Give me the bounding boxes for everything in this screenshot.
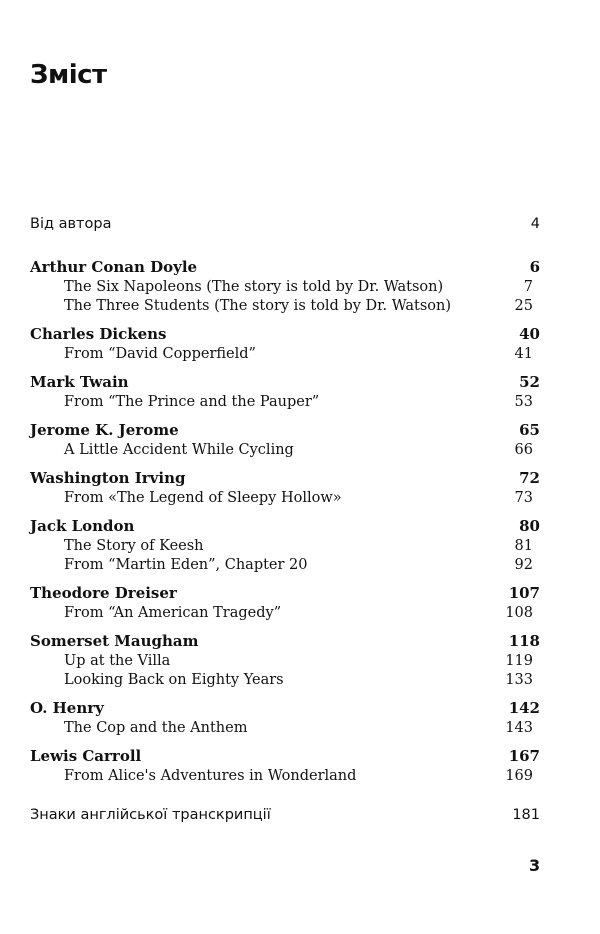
toc-entry-label: Theodore Dreiser xyxy=(30,584,177,602)
toc-entry-page: 118 xyxy=(508,632,540,650)
toc-entry-page: 81 xyxy=(514,538,533,554)
toc-entry-page: 6 xyxy=(529,258,540,276)
toc-author-entry xyxy=(30,747,540,766)
toc-author-entry xyxy=(30,469,540,488)
toc-entry-label: Mark Twain xyxy=(30,373,129,391)
toc-entry-label: Somerset Maugham xyxy=(30,632,199,650)
toc-entry-label: The Six Napoleons (The story is told by Dr. Watson) xyxy=(64,279,444,295)
page-title: Зміст xyxy=(30,60,107,90)
toc-work-entry xyxy=(30,719,533,738)
toc-entry-page: 41 xyxy=(514,346,533,362)
toc-entry-page: 169 xyxy=(505,768,533,784)
toc-work-entry xyxy=(30,297,533,316)
toc-author-entry xyxy=(30,632,540,651)
toc-entry-label: Washington Irving xyxy=(30,469,186,487)
toc-author-entry xyxy=(30,517,540,536)
toc-entry-label: From “Martin Eden”, Chapter 20 xyxy=(64,557,308,573)
toc-entry-page: 66 xyxy=(514,442,533,458)
toc-entry-label: A Little Accident While Cycling xyxy=(64,442,294,458)
toc-author-entry xyxy=(30,373,540,392)
toc-entry-label: Lewis Carroll xyxy=(30,747,142,765)
toc-entry-label: Jack London xyxy=(30,517,135,535)
toc-entry-label: From “An American Tragedy” xyxy=(64,605,282,621)
toc-entry-label: Looking Back on Eighty Years xyxy=(64,672,284,688)
toc-entry-page: 80 xyxy=(519,517,540,535)
toc-entry-page: 143 xyxy=(505,720,533,736)
toc-entry-page: 4 xyxy=(530,216,540,232)
toc-entry-page: 73 xyxy=(514,490,533,506)
toc-entry-page: 72 xyxy=(519,469,540,487)
toc-entry-page: 181 xyxy=(512,807,540,823)
toc-entry-label: Jerome K. Jerome xyxy=(30,421,179,439)
toc-entry-page: 65 xyxy=(519,421,540,439)
toc-work-entry xyxy=(30,441,533,460)
toc-entry-label: From Alice's Adventures in Wonderland xyxy=(64,768,357,784)
toc-entry-label: Charles Dickens xyxy=(30,325,167,343)
toc-entry-label: The Cop and the Anthem xyxy=(64,720,248,736)
toc-entry-label: From “The Prince and the Pauper” xyxy=(64,394,320,410)
toc-author-entry xyxy=(30,325,540,344)
toc-entry-page: 7 xyxy=(523,279,533,295)
toc-entry-label: Знаки англійської транскрипції xyxy=(30,807,271,823)
toc-entry-label: Arthur Conan Doyle xyxy=(30,258,198,276)
toc-entry-page: 133 xyxy=(505,672,533,688)
toc-entry-page: 92 xyxy=(514,557,533,573)
toc-entry-label: From “David Copperfield” xyxy=(64,346,256,362)
toc-entry-page: 142 xyxy=(508,699,540,717)
toc-entry-label: O. Henry xyxy=(30,699,104,717)
toc-work-entry xyxy=(30,652,533,671)
toc-entry-label: From «The Legend of Sleepy Hollow» xyxy=(64,490,342,506)
toc-author-entry xyxy=(30,258,540,277)
toc-work-entry xyxy=(30,767,533,786)
toc-entry-page: 53 xyxy=(514,394,533,410)
toc-entry-page: 52 xyxy=(519,373,540,391)
toc-work-entry xyxy=(30,671,533,690)
toc-section-entry xyxy=(30,806,540,825)
toc-section-entry xyxy=(30,215,540,234)
page-number: 3 xyxy=(529,856,541,875)
toc-author-entry xyxy=(30,421,540,440)
toc-entry-page: 167 xyxy=(508,747,540,765)
toc-entry-label: Від автора xyxy=(30,216,112,232)
toc-entry-page: 108 xyxy=(505,605,533,621)
toc-author-entry xyxy=(30,584,540,603)
toc-entry-page: 119 xyxy=(505,653,533,669)
toc-entry-label: Up at the Villa xyxy=(64,653,171,669)
toc-entry-page: 107 xyxy=(508,584,540,602)
toc-entry-page: 40 xyxy=(519,325,540,343)
toc-entry-page: 25 xyxy=(514,298,533,314)
toc-work-entry xyxy=(30,489,533,508)
toc-work-entry xyxy=(30,345,533,364)
toc-work-entry xyxy=(30,278,533,297)
toc-work-entry xyxy=(30,604,533,623)
toc-entry-label: The Story of Keesh xyxy=(64,538,204,554)
toc-author-entry xyxy=(30,699,540,718)
toc-work-entry xyxy=(30,556,533,575)
toc-entry-label: The Three Students (The story is told by Dr. Watson) xyxy=(64,298,451,314)
toc-work-entry xyxy=(30,393,533,412)
toc-work-entry xyxy=(30,537,533,556)
